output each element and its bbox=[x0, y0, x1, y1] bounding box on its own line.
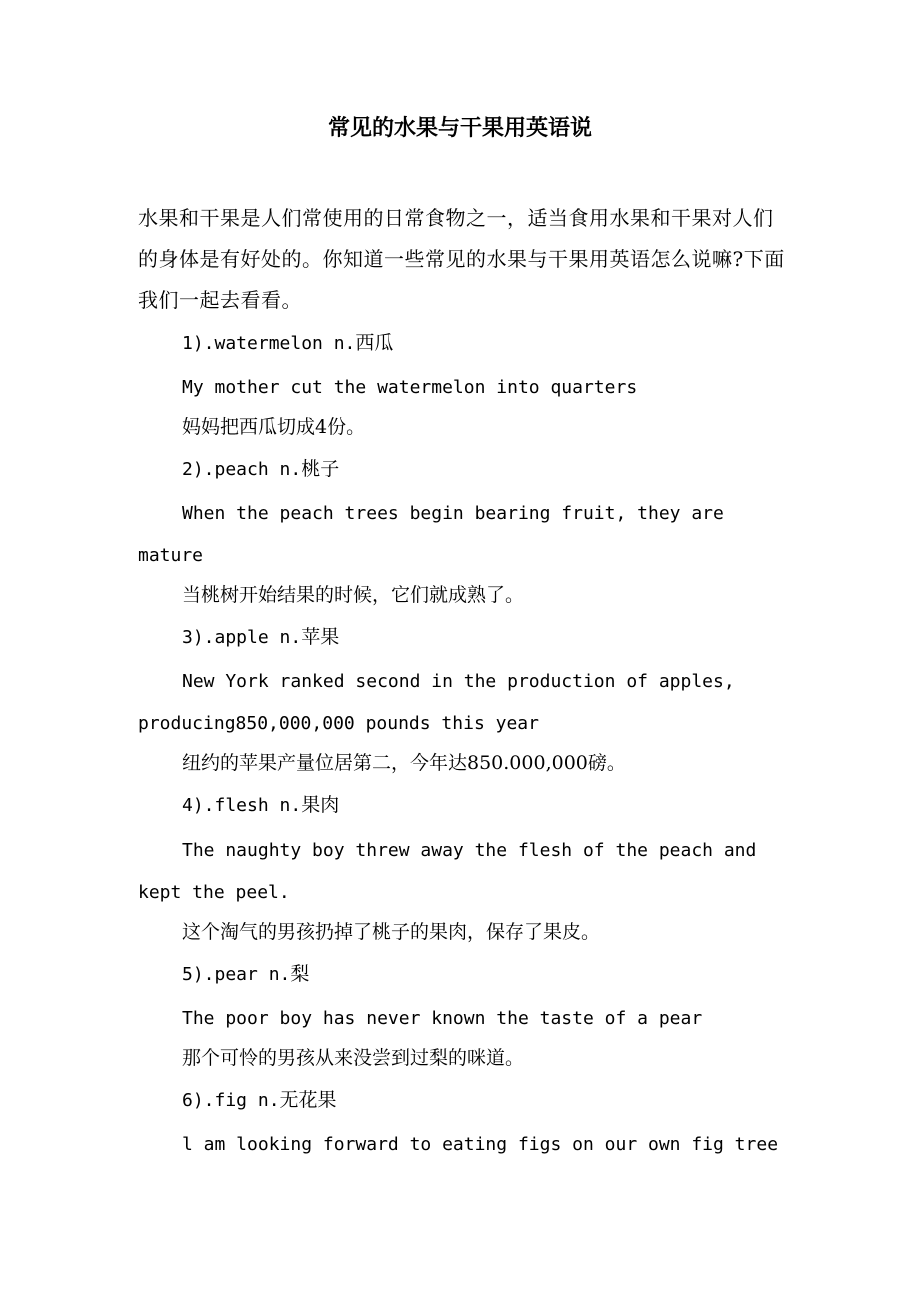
entry-meaning: 苹果 bbox=[301, 626, 340, 648]
entry-meaning: 西瓜 bbox=[355, 332, 394, 354]
entry-word: 5).pear n. bbox=[182, 964, 291, 985]
example-translation: 妈妈把西瓜切成4份。 bbox=[182, 416, 366, 438]
example-sentence: New York ranked second in the production of apples, bbox=[182, 671, 735, 692]
entry-heading bbox=[182, 1085, 337, 1116]
entry-heading bbox=[182, 622, 339, 653]
example-sentence: The naughty boy threw away the flesh of the peach and bbox=[182, 840, 757, 861]
entry-word: 2).peach n. bbox=[182, 459, 302, 480]
intro-paragraph: 水果和干果是人们常使用的日常食物之一，适当食用水果和干果对人们的身体是有好处的。你知道一些常见的水果与干果用英语怎么说嘛?下面我们一起去看看。 bbox=[138, 206, 785, 312]
entry-word: 3).apple n. bbox=[182, 627, 302, 648]
entry-meaning: 果肉 bbox=[301, 794, 340, 816]
entry-heading bbox=[182, 328, 393, 359]
example-translation: 纽约的苹果产量位居第二，今年达850.000,000磅。 bbox=[182, 752, 626, 774]
example-sentence: The poor boy has never known the taste of a pear bbox=[182, 1008, 703, 1029]
entry-heading bbox=[182, 790, 339, 821]
entry-word: 1).watermelon n. bbox=[182, 333, 356, 354]
entry-word: 4).flesh n. bbox=[182, 795, 302, 816]
entry-word: 6).fig n. bbox=[182, 1090, 280, 1111]
example-sentence-continued: producing850,000,000 pounds this year bbox=[138, 713, 539, 734]
example-translation: 这个淘气的男孩扔掉了桃子的果肉，保存了果皮。 bbox=[182, 921, 601, 943]
entry-meaning: 无花果 bbox=[279, 1089, 337, 1111]
example-sentence-continued: mature bbox=[138, 545, 204, 566]
entry-meaning: 桃子 bbox=[301, 458, 340, 480]
entry-heading bbox=[182, 454, 339, 485]
example-sentence: l am looking forward to eating figs on our own fig tree bbox=[182, 1134, 779, 1155]
example-translation: 当桃树开始结果的时候，它们就成熟了。 bbox=[182, 584, 525, 606]
example-sentence: My mother cut the watermelon into quarters bbox=[182, 377, 638, 398]
entry-heading bbox=[182, 959, 309, 990]
document-title: 常见的水果与干果用英语说 bbox=[327, 115, 592, 141]
example-sentence: When the peach trees begin bearing fruit, they are bbox=[182, 503, 724, 524]
example-sentence-continued: kept the peel. bbox=[138, 882, 290, 903]
entry-meaning: 梨 bbox=[290, 963, 310, 985]
example-translation: 那个可怜的男孩从来没尝到过梨的咪道。 bbox=[182, 1047, 525, 1069]
